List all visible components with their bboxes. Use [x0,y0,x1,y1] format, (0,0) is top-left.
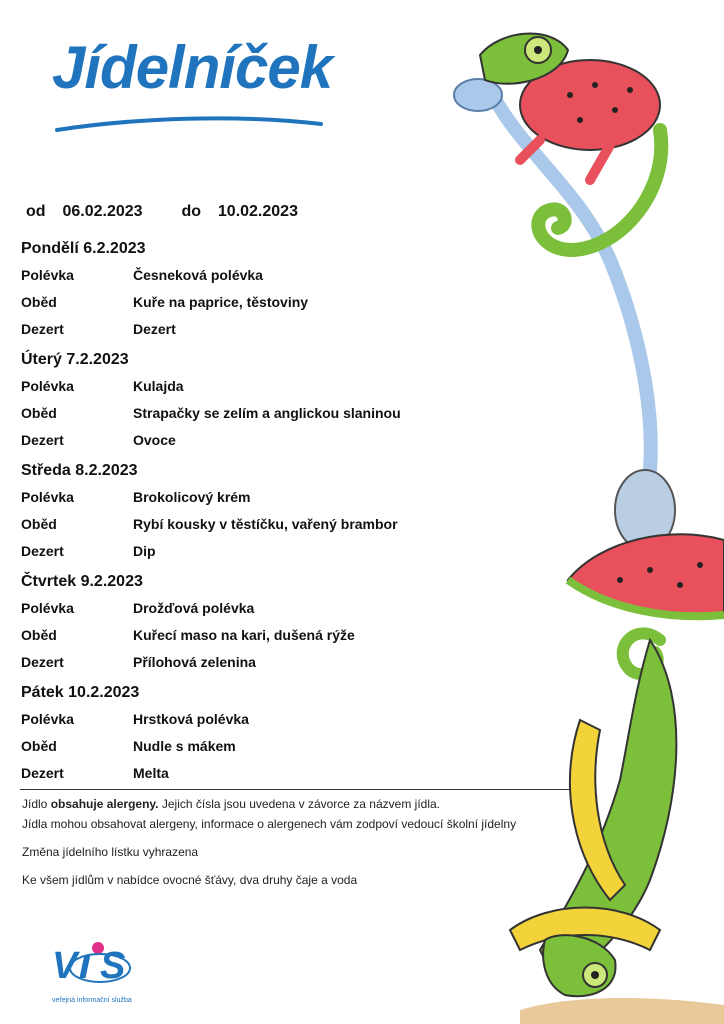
row-value: Drožďová polévka [133,600,255,616]
row-value: Dip [133,543,156,559]
from-label: od [26,203,46,220]
row-label: Polévka [21,267,74,283]
row-label: Oběd [21,738,57,754]
drinks-notice: Ke všem jídlům v nabídce ovocné šťávy, dva druhy čaje a voda [22,873,358,887]
row-value: Ovoce [133,432,176,448]
logo-subtitle: veřejná informační služba [52,997,132,1004]
allergen-suffix: Jejich čísla jsou uvedena v závorce za názvem jídla. [161,797,440,811]
allergen-bold: obsahuje alergeny. [50,797,159,811]
day-title: Pátek 10.2.2023 [21,684,140,701]
svg-text:V: V [52,945,78,987]
row-label: Dezert [21,321,64,337]
to-label: do [181,203,201,220]
day-title: Pondělí 6.2.2023 [21,240,146,257]
row-label: Polévka [21,378,74,394]
row-value: Přílohová zelenina [133,654,256,670]
row-label: Dezert [21,765,64,781]
row-label: Oběd [21,405,57,421]
row-value: Melta [133,765,169,781]
row-value: Česneková polévka [133,267,263,283]
day-title: Středa 8.2.2023 [21,462,138,479]
svg-text:S: S [100,945,126,987]
allergen-note-2: Jídla mohou obsahovat alergeny, informace o alergenech vám zodpoví vedoucí školní jídelny [22,817,517,831]
day-title: Úterý 7.2.2023 [21,351,129,368]
date-range [26,203,298,221]
vis-logo [48,938,158,1008]
row-value: Dezert [133,321,176,337]
row-label: Polévka [21,600,74,616]
row-value: Kuře na paprice, těstoviny [133,294,309,310]
row-value: Strapačky se zelím a anglickou slaninou [133,405,401,421]
allergen-prefix: Jídlo [22,797,48,811]
row-value: Kuřecí maso na kari, dušená rýže [133,627,355,643]
chameleon-illustration [450,0,724,1024]
title-underline [55,112,325,134]
to-date: 10.02.2023 [217,203,298,220]
from-date: 06.02.2023 [62,203,143,220]
page-title: Jídelníček [52,34,333,101]
row-value: Nudle s mákem [133,738,236,754]
row-label: Oběd [21,627,57,643]
row-label: Polévka [21,711,74,727]
row-label: Dezert [21,432,64,448]
row-label: Oběd [21,516,57,532]
change-notice: Změna jídelního lístku vyhrazena [22,845,199,859]
row-value: Rybí kousky v těstíčku, vařený brambor [133,516,398,532]
day-title: Čtvrtek 9.2.2023 [21,573,143,590]
row-label: Polévka [21,489,74,505]
row-label: Dezert [21,543,64,559]
row-label: Dezert [21,654,64,670]
row-value: Brokolicový krém [133,489,251,505]
row-label: Oběd [21,294,57,310]
row-value: Hrstková polévka [133,711,249,727]
row-value: Kulajda [133,378,184,394]
